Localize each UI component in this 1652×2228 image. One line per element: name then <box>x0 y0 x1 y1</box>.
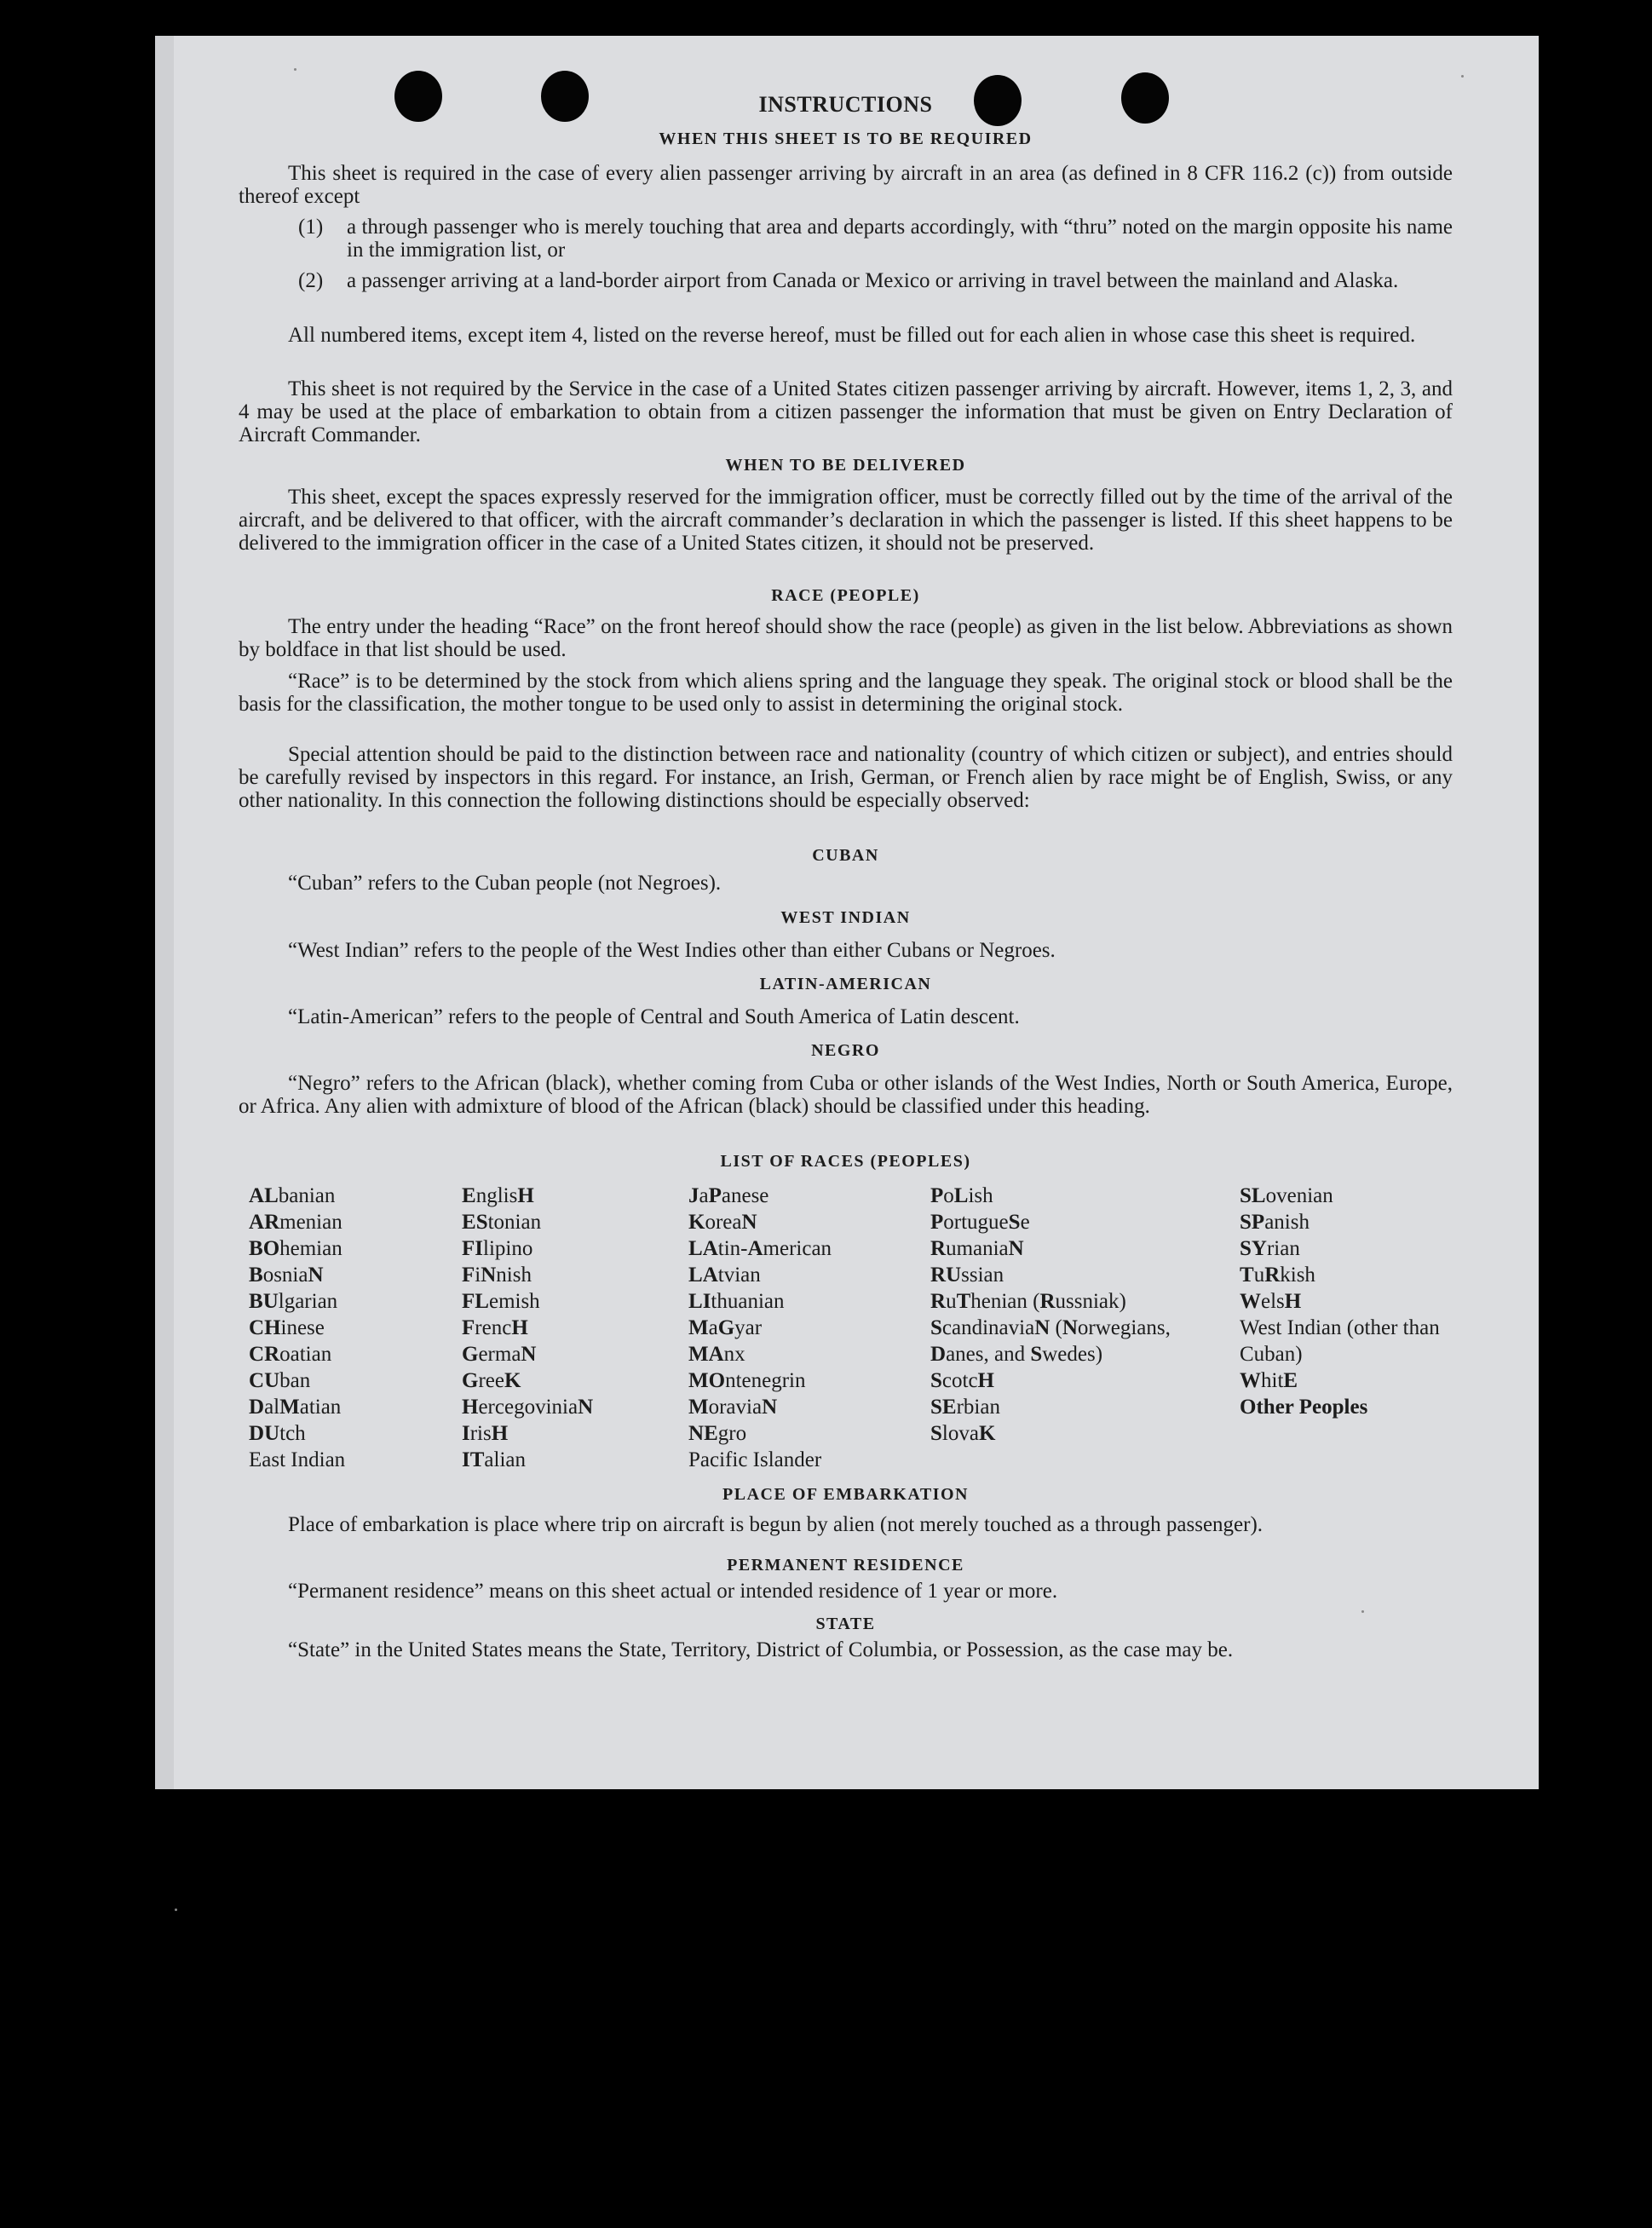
race-column-5 <box>1240 1183 1487 1420</box>
race-list-item: ALbanian <box>249 1184 336 1207</box>
paragraph: “Cuban” refers to the Cuban people (not Negroes). <box>288 872 722 895</box>
race-list-item: RUssian <box>930 1264 1004 1287</box>
paragraph: Special attention should be paid to the distinction between race and nationality (country of which citizen or subject), and entries should be carefully revised by inspectors in this regard. For instance, an Irish, German, or French alien by race might be of English, Swiss, or any other nationality. In this connection the following distinctions should be especially observed: <box>239 743 1453 812</box>
item-text: a passenger arriving at a land-border airport from Canada or Mexico or arriving in travel between the mainland and Alaska. <box>347 269 1399 292</box>
race-list-item: Pacific Islander <box>688 1448 822 1471</box>
race-column-2 <box>462 1183 593 1473</box>
heading-list-of-races: LIST OF RACES (PEOPLES) <box>720 1152 971 1171</box>
race-column-3 <box>688 1183 832 1473</box>
race-list-item: TuRkish <box>1240 1264 1315 1287</box>
race-list-item: PoLish <box>930 1184 993 1207</box>
race-list-item: East Indian <box>249 1448 346 1471</box>
item-number: (1) <box>298 216 324 239</box>
exception-item-2 <box>298 269 1453 292</box>
race-list-item: BUlgarian <box>249 1290 338 1313</box>
race-list-item: BosniaN <box>249 1264 324 1287</box>
race-list-item: SlovaK <box>930 1422 996 1445</box>
race-list-item: WhitE <box>1240 1369 1298 1392</box>
race-list-item: DUtch <box>249 1422 306 1445</box>
page-title: INSTRUCTIONS <box>758 92 933 117</box>
heading-negro: NEGRO <box>811 1041 880 1060</box>
race-list-item: NEgro <box>688 1422 747 1445</box>
paragraph: The entry under the heading “Race” on the front hereof should show the race (people) as given in the list below. Abbreviations as shown by boldface in that list should be used. <box>239 615 1453 661</box>
race-list-item: LIthuanian <box>688 1290 785 1313</box>
race-list-item: LAtvian <box>688 1264 761 1287</box>
paragraph: Place of embarkation is place where trip on aircraft is begun by alien (not merely touched as a through passenger). <box>288 1513 1263 1536</box>
race-list-item: FiNnish <box>462 1264 532 1287</box>
race-list-item: ARmenian <box>249 1211 342 1234</box>
race-list-item: CHinese <box>249 1316 325 1339</box>
dust-speck <box>175 1908 177 1911</box>
race-list-item: SYrian <box>1240 1237 1300 1260</box>
race-list-item: PortugueSe <box>930 1211 1030 1234</box>
race-list-item: FLemish <box>462 1290 540 1313</box>
dust-speck <box>1361 1610 1364 1613</box>
race-list-item: MaGyar <box>688 1316 763 1339</box>
race-list-item: West Indian (other than Cuban) <box>1240 1316 1440 1366</box>
race-list-item: WelsH <box>1240 1290 1302 1313</box>
race-list-item: FIlipino <box>462 1237 533 1260</box>
race-list-item: KoreaN <box>688 1211 757 1234</box>
dust-speck <box>294 68 296 71</box>
paragraph: “Permanent residence” means on this sheet actual or intended residence of 1 year or more. <box>288 1580 1058 1603</box>
race-list-item: ITalian <box>462 1448 527 1471</box>
race-list-item: RuThenian (Russniak) <box>930 1290 1126 1313</box>
race-list-item: EnglisH <box>462 1184 534 1207</box>
race-list-item: EStonian <box>462 1211 542 1234</box>
paragraph: All numbered items, except item 4, listed on the reverse hereof, must be filled out for each alien in whose case this sheet is required. <box>288 324 1416 347</box>
race-list-item: HercegoviniaN <box>462 1396 594 1419</box>
race-list-item: ScotcH <box>930 1369 994 1392</box>
heading-when-delivered: WHEN TO BE DELIVERED <box>725 456 966 475</box>
race-list-item: MoraviaN <box>688 1396 778 1419</box>
race-list-item: IrisH <box>462 1422 509 1445</box>
paragraph: This sheet, except the spaces expressly reserved for the immigration officer, must be correctly filled out by the time of the arrival of the aircraft, and be delivered to that officer, with the aircraft commander’s declaration in which the passenger is listed. If this sheet happens to be delivered to the immigration officer in the case of a United States citizen, it should not be preserved. <box>239 486 1453 555</box>
race-list-item: MOntenegrin <box>688 1369 806 1392</box>
race-list-item: BOhemian <box>249 1237 342 1260</box>
heading-place-of-embarkation: PLACE OF EMBARKATION <box>722 1485 969 1504</box>
race-list-item: CRoatian <box>249 1343 332 1366</box>
race-list-item: DalMatian <box>249 1396 342 1419</box>
race-list-item: SPanish <box>1240 1211 1310 1234</box>
item-number: (2) <box>298 269 324 292</box>
race-list-item: FrencH <box>462 1316 528 1339</box>
race-list-item: RumaniaN <box>930 1237 1024 1260</box>
item-text: a through passenger who is merely touching that area and departs accordingly, with “thru” noted on the margin opposite his name in the immigration list, or <box>347 216 1453 262</box>
race-list-item: CUban <box>249 1369 311 1392</box>
heading-cuban: CUBAN <box>812 846 879 865</box>
race-list-item: ScandinaviaN (Norwegians, Danes, and Swedes) <box>930 1316 1171 1366</box>
dust-speck <box>1461 75 1464 78</box>
paragraph: “Latin-American” refers to the people of Central and South America of Latin descent. <box>288 1005 1020 1028</box>
heading-when-required: WHEN THIS SHEET IS TO BE REQUIRED <box>659 130 1033 148</box>
heading-permanent-residence: PERMANENT RESIDENCE <box>727 1556 964 1575</box>
race-list-item: GreeK <box>462 1369 521 1392</box>
race-list-item: SLovenian <box>1240 1184 1333 1207</box>
race-column-4 <box>930 1183 1177 1447</box>
heading-race: RACE (PEOPLE) <box>771 586 920 605</box>
race-list-item: Other Peoples <box>1240 1396 1368 1419</box>
race-list-item: LAtin-American <box>688 1237 832 1260</box>
exception-item-1 <box>298 216 1453 262</box>
heading-state: STATE <box>815 1615 876 1633</box>
race-column-1 <box>249 1183 345 1473</box>
heading-west-indian: WEST INDIAN <box>780 908 911 927</box>
paragraph: “Negro” refers to the African (black), whether coming from Cuba or other islands of the West Indies, North or South America, Europe, or Africa. Any alien with admixture of blood of the African (black) should be classified under this heading. <box>239 1072 1453 1118</box>
sheet-edge <box>155 36 174 1789</box>
heading-latin-american: LATIN-AMERICAN <box>759 975 932 993</box>
race-list-item: MAnx <box>688 1343 745 1366</box>
race-list-item: GermaN <box>462 1343 537 1366</box>
paragraph: “State” in the United States means the State, Territory, District of Columbia, or Possession, as the case may be. <box>288 1638 1234 1661</box>
paragraph: This sheet is required in the case of every alien passenger arriving by aircraft in an area (as defined in 8 CFR 116.2 (c)) from outside thereof except <box>239 162 1453 208</box>
paragraph: This sheet is not required by the Service in the case of a United States citizen passenger arriving by aircraft. However, items 1, 2, 3, and 4 may be used at the place of embarkation to obtain from a citizen passenger the information that must be given on Entry Declaration of Aircraft Commander. <box>239 377 1453 446</box>
paragraph: “West Indian” refers to the people of the West Indies other than either Cubans or Negroes. <box>288 939 1056 962</box>
race-list-item: SErbian <box>930 1396 1000 1419</box>
race-list-item: JaPanese <box>688 1184 769 1207</box>
paragraph: “Race” is to be determined by the stock from which aliens spring and the language they speak. The original stock or blood shall be the basis for the classification, the mother tongue to be used only to assist in determining the original stock. <box>239 670 1453 716</box>
